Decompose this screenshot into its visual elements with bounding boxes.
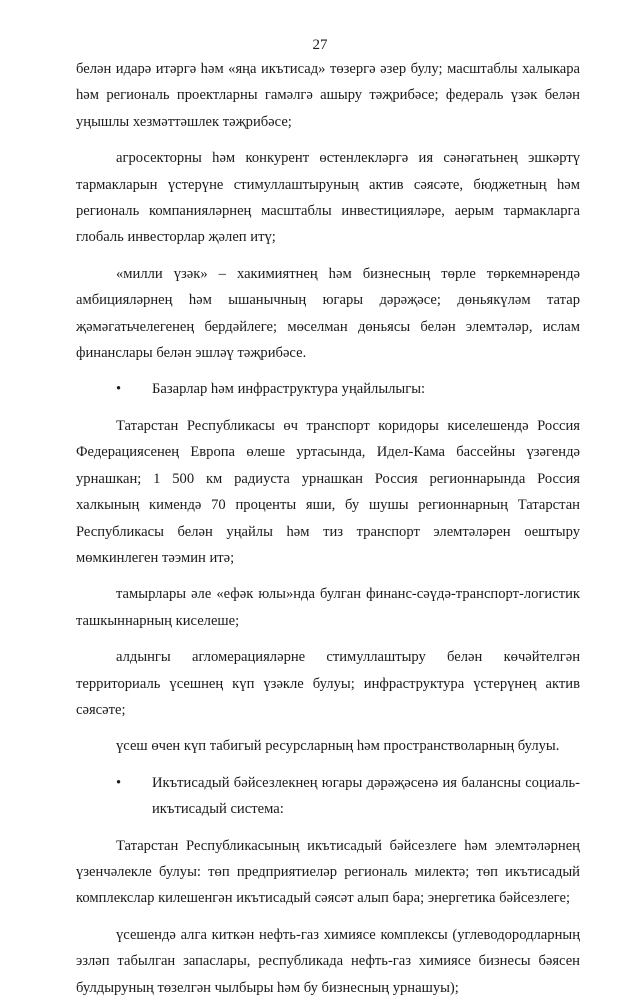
bullet-item-markets: [76, 376, 580, 402]
paragraph-silk-road: тамырлары әле «ефәк юлы»нда булган финанс-сәүдә-транспорт-логистик ташкыннарның киселеше;: [76, 586, 580, 629]
bullet-text: Базарлар һәм инфраструктура уңайлылыгы:: [152, 381, 426, 398]
paragraph-resources: үсеш өчен күп табигый ресурсларның һәм пространстволарның булуы.: [116, 738, 560, 755]
paragraph-agglomerations: алдынгы агломерацияләрне стимуллаштыру белән көчәйтелгән территориаль үсешнең күп үзәкле булуы; инфраструктура үстерүнең актив сәясәте;: [76, 649, 580, 718]
paragraph-continuation: белән идарә итәргә һәм «яңа икътисад» төзергә әзер булу; масштаблы халыкара һәм региональ проектларны гамәлгә ашыру тәҗрибәсе; федераль үзәк белән уңышлы хезмәттәшлек тәҗрибәсе;: [76, 61, 580, 130]
page-number: 27: [312, 37, 328, 53]
paragraph-transport-corridors: Татарстан Республикасы өч транспорт коридоры киселешендә Россия Федерациясенең Европа өлеше уртасында, Идел-Кама бассейны үзәгендә урнашкан; 1 500 км радиуста урнашкан Россия регионнарында Россия халкының кимендә 70 проценты яши, бу шушы регионнарның Татарстан Республикасы белән уңайлы һәм тиз транспорт элемтәләрен оештыру мөмкинлеген тәэмин итә;: [76, 417, 580, 566]
bullet-marker: •: [116, 774, 122, 791]
paragraph-national-core: «милли үзәк» – хакимиятнең һәм бизнесның төрле төркемнәрендә амбицияләрнең һәм ышанычның югары дәрәҗәсе; дөньякүләм татар җәмәгатьчелегенең бердәйлеге; мөселман дөньясы белән элемтәләр, ислам финанслары белән эшләү тәҗрибәсе.: [76, 265, 580, 362]
bullet-marker: •: [116, 381, 122, 398]
body-text: [76, 56, 580, 1001]
paragraph-economic-independence: Татарстан Республикасының икътисадый бәйсезлеге һәм элемтәләрнең үзенчәлекле булуы: төп предприятиеләр региональ милектә; төп икътисадый комплекслар килешенгән икътисадый сәясәт алып бара; энергетика бәйсезлеге;: [76, 837, 580, 907]
paragraph-agrosector: агросекторны һәм конкурент өстенлекләргә ия сәнәгатьнең эшкәртү тармакларын үстерүне стимуллаштыруның актив сәясәте, бюджетның һәм региональ компанияләрнең масштаблы инвестицияләре, аерым тармакларга глобаль инвесторлар җәлеп итү;: [76, 150, 580, 246]
bullet-item-economic-system: [76, 770, 580, 823]
paragraph-petrochemical: үсешендә алга киткән нефть-газ химиясе комплексы (углеводородларның эзләп табылган запаслары, республикада нефть-газ химиясе бизнесы бәясен булдыруның төзелгән чылбыры һәм бу бизнесның урнашуы);: [76, 926, 580, 996]
bullet-text: Икътисадый бәйсезлекнең югары дәрәҗәсенә ия балансны социаль-икътисадый система:: [152, 774, 580, 818]
